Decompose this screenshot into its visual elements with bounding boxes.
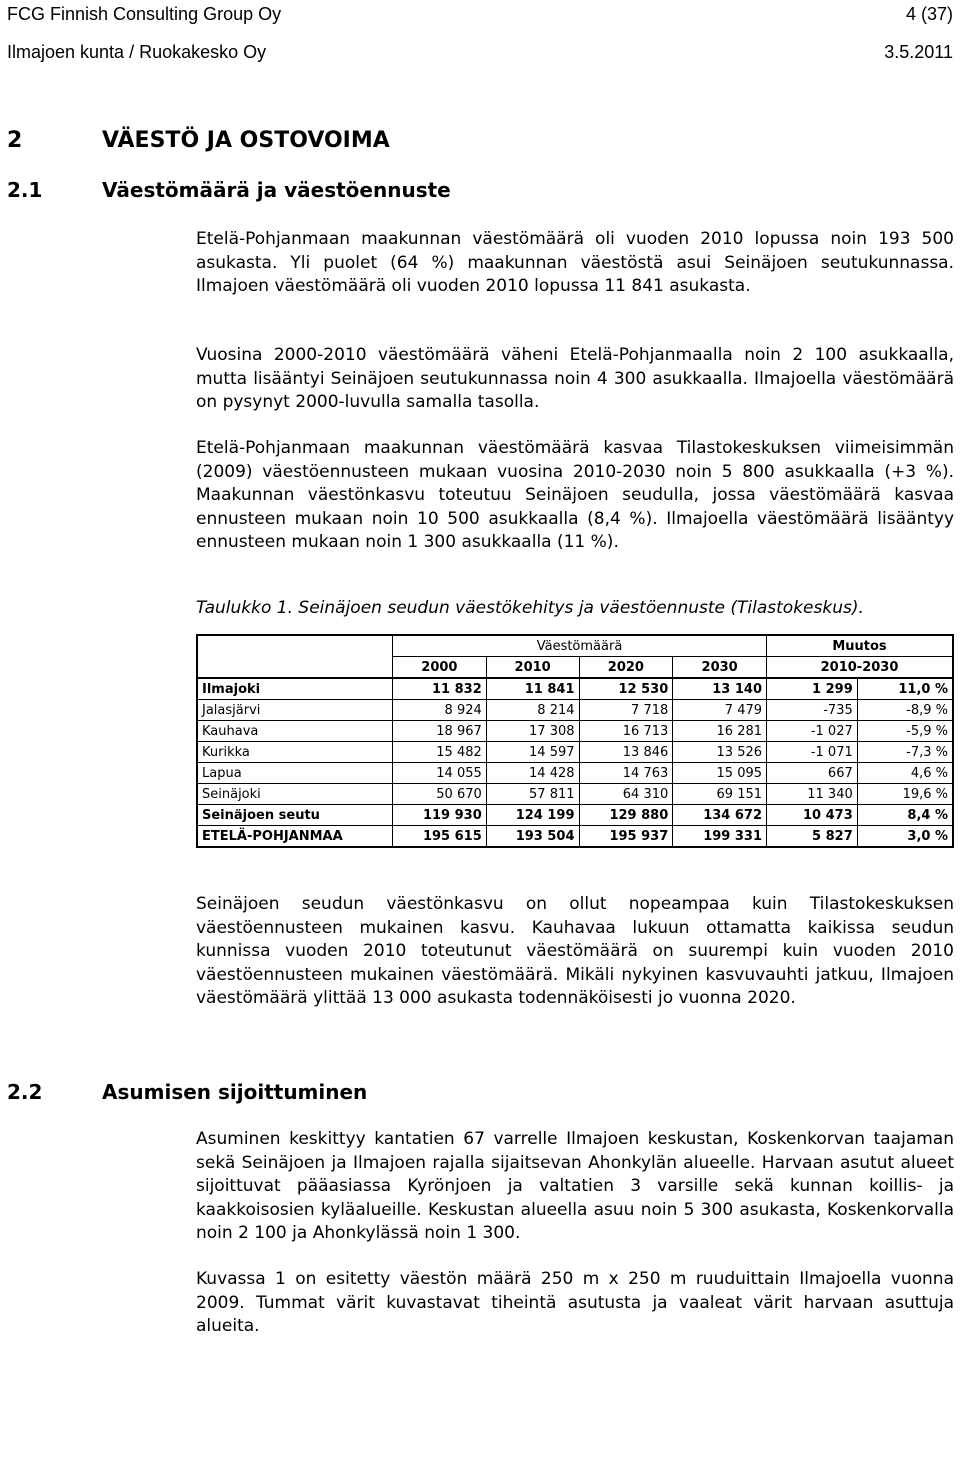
row-value-cell: 4,6 % — [857, 763, 953, 784]
header-population: Väestömäärä — [393, 635, 767, 657]
paragraph-population-forecast: Etelä-Pohjanmaan maakunnan väestömäärä kasvaa Tilastokeskuksen viimeisimmän (2009) väestöennusteen mukaan vuosina 2010-2030 noin 5 800 asukkaalla (+3 %). Maakunnan väestönkasvu toteutuu Seinäjoen seudulla, jossa väestömäärä kasvaa ennusteen mukaan noin 10 500 asukkaalla (8,4 %). Ilmajoella väestömäärä lisääntyy ennusteen mukaan noin 1 300 asukkaalla (11 %). — [196, 438, 954, 552]
header-company: FCG Finnish Consulting Group Oy — [7, 4, 282, 24]
row-value-cell: 14 055 — [393, 763, 487, 784]
row-municipality-name: Kurikka — [197, 742, 393, 763]
row-value-cell: 193 504 — [486, 826, 579, 848]
header-date: 3.5.2011 — [884, 42, 953, 62]
row-value-cell: 11 841 — [486, 678, 579, 700]
row-value-cell: -735 — [767, 700, 858, 721]
row-value-cell: -8,9 % — [857, 700, 953, 721]
row-value-cell: 13 846 — [579, 742, 673, 763]
section-2-1-number: 2.1 — [7, 178, 43, 202]
row-value-cell: 10 473 — [767, 805, 858, 826]
header-year: 2010 — [486, 657, 579, 679]
header-client: Ilmajoen kunta / Ruokakesko Oy — [7, 42, 267, 62]
row-value-cell: 7 718 — [579, 700, 673, 721]
row-value-cell: 50 670 — [393, 784, 487, 805]
row-value-cell: 195 937 — [579, 826, 673, 848]
row-value-cell: 19,6 % — [857, 784, 953, 805]
row-value-cell: 3,0 % — [857, 826, 953, 848]
header-year: 2030 — [673, 657, 767, 679]
row-municipality-name: Kauhava — [197, 721, 393, 742]
row-value-cell: 13 140 — [673, 678, 767, 700]
paragraph-population-change: Vuosina 2000-2010 väestömäärä väheni Etelä-Pohjanmaalla noin 2 100 asukkaalla, mutta lisääntyi Seinäjoen seutukunnassa noin 4 300 asukkaalla. Ilmajoella väestömäärä on pysynyt 2000-luvulla samalla tasolla. — [196, 345, 954, 412]
section-2-1-heading — [7, 178, 451, 202]
row-value-cell: 14 428 — [486, 763, 579, 784]
row-value-cell: 5 827 — [767, 826, 858, 848]
row-value-cell: 8,4 % — [857, 805, 953, 826]
row-value-cell: 57 811 — [486, 784, 579, 805]
row-value-cell: 7 479 — [673, 700, 767, 721]
row-value-cell: 14 763 — [579, 763, 673, 784]
table-row — [197, 678, 953, 700]
row-value-cell: 667 — [767, 763, 858, 784]
row-value-cell: 11 340 — [767, 784, 858, 805]
table-row — [197, 805, 953, 826]
paragraph-growth-comparison: Seinäjoen seudun väestönkasvu on ollut nopeampaa kuin Tilastokeskuksen väestöennusteen mukainen kasvu. Kauhavaa lukuun ottamatta kaikissa seudun kunnissa vuoden 2010 toteutunut väestömäärä on suurempi kuin vuoden 2010 väestöennusteen mukainen väestömäärä. Mikäli nykyinen kasvuvauhti jatkuu, Ilmajoen väestömäärä ylittää 13 000 asukasta todennäköisesti jo vuonna 2020. — [196, 894, 954, 1008]
table-row — [197, 721, 953, 742]
header-year: 2020 — [579, 657, 673, 679]
row-value-cell: 16 713 — [579, 721, 673, 742]
row-value-cell: -7,3 % — [857, 742, 953, 763]
header-change: Muutos — [767, 635, 953, 657]
section-2-heading — [7, 128, 390, 153]
row-value-cell: 195 615 — [393, 826, 487, 848]
section-2-title: VÄESTÖ JA OSTOVOIMA — [102, 128, 390, 153]
row-municipality-name: Jalasjärvi — [197, 700, 393, 721]
row-value-cell: 1 299 — [767, 678, 858, 700]
section-2-2-number: 2.2 — [7, 1080, 43, 1104]
table-row — [197, 763, 953, 784]
row-value-cell: 14 597 — [486, 742, 579, 763]
table-body — [197, 678, 953, 847]
row-value-cell: 69 151 — [673, 784, 767, 805]
row-value-cell: 8 924 — [393, 700, 487, 721]
table-row — [197, 784, 953, 805]
section-2-number: 2 — [7, 128, 23, 153]
row-value-cell: 15 095 — [673, 763, 767, 784]
table-corner-cell — [197, 635, 393, 678]
row-value-cell: 18 967 — [393, 721, 487, 742]
row-value-cell: 119 930 — [393, 805, 487, 826]
row-value-cell: 13 526 — [673, 742, 767, 763]
section-2-1-title: Väestömäärä ja väestöennuste — [102, 178, 451, 202]
row-municipality-name: Seinäjoki — [197, 784, 393, 805]
row-value-cell: 129 880 — [579, 805, 673, 826]
header-page-number: 4 (37) — [905, 4, 953, 24]
row-value-cell: -1 071 — [767, 742, 858, 763]
row-value-cell: 199 331 — [673, 826, 767, 848]
paragraph-figure-reference: Kuvassa 1 on esitetty väestön määrä 250 m x 250 m ruuduittain Ilmajoella vuonna 2009. Tummat värit kuvastavat tiheintä asutusta ja vaaleat värit harvaan asuttuja alueita. — [196, 1269, 954, 1336]
row-value-cell: 64 310 — [579, 784, 673, 805]
paragraph-housing-locations: Asuminen keskittyy kantatien 67 varrelle Ilmajoen keskustan, Koskenkorvan taajaman sekä Seinäjoen ja Ilmajoen rajalla sijaitsevan Ahonkylän alueelle. Harvaan asutut alueet sijoittuvat pääasiassa Kyrönjoen ja valtatien 3 varsille sekä kunnan koillis- ja kaakkoisosien kyläalueille. Keskustan alueella asuu noin 5 300 asukasta, Koskenkorvalla noin 2 100 ja Ahonkylässä noin 1 300. — [196, 1129, 954, 1243]
section-2-2-title: Asumisen sijoittuminen — [102, 1080, 368, 1104]
row-municipality-name: Ilmajoki — [197, 678, 393, 700]
header-year: 2000 — [393, 657, 487, 679]
row-value-cell: 12 530 — [579, 678, 673, 700]
row-value-cell: -1 027 — [767, 721, 858, 742]
table-row — [197, 700, 953, 721]
row-value-cell: 8 214 — [486, 700, 579, 721]
row-municipality-name: Lapua — [197, 763, 393, 784]
row-value-cell: 17 308 — [486, 721, 579, 742]
row-municipality-name: ETELÄ-POHJANMAA — [197, 826, 393, 848]
population-table — [196, 634, 954, 848]
table-header-row-groups — [197, 635, 953, 657]
section-2-2-heading — [7, 1080, 367, 1104]
row-value-cell: -5,9 % — [857, 721, 953, 742]
row-value-cell: 11,0 % — [857, 678, 953, 700]
table-caption: Taulukko 1. Seinäjoen seudun väestökehitys ja väestöennuste (Tilastokeskus). — [196, 598, 864, 618]
row-value-cell: 134 672 — [673, 805, 767, 826]
row-value-cell: 124 199 — [486, 805, 579, 826]
row-value-cell: 16 281 — [673, 721, 767, 742]
paragraph-population-2010: Etelä-Pohjanmaan maakunnan väestömäärä oli vuoden 2010 lopussa noin 193 500 asukasta. Yli puolet (64 %) maakunnan väestöstä asui Seinäjoen seutukunnassa. Ilmajoen väestömäärä oli vuoden 2010 lopussa 11 841 asukasta. — [196, 229, 954, 296]
row-value-cell: 11 832 — [393, 678, 487, 700]
row-value-cell: 15 482 — [393, 742, 487, 763]
header-change-period: 2010-2030 — [767, 657, 953, 679]
table-row — [197, 826, 953, 848]
table-row — [197, 742, 953, 763]
row-municipality-name: Seinäjoen seutu — [197, 805, 393, 826]
